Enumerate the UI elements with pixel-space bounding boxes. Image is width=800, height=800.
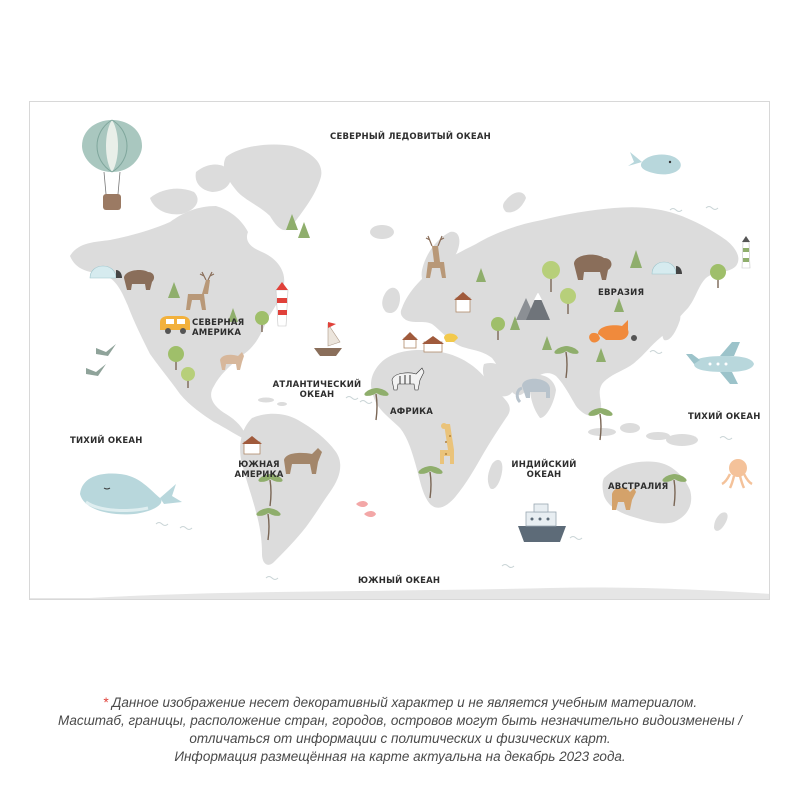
map-canvas <box>30 102 770 600</box>
australia-label: АВСТРАЛИЯ <box>608 482 669 492</box>
ship-icon <box>518 504 566 542</box>
disclaimer-line1 <box>0 694 800 712</box>
north-america-label <box>192 318 244 338</box>
octopus-icon <box>722 459 752 488</box>
world-map <box>29 101 770 600</box>
house-icon <box>402 332 418 348</box>
canada-islands <box>150 189 198 215</box>
whale-icon <box>80 474 182 515</box>
new-zealand <box>714 512 728 530</box>
disclaimer <box>0 694 800 766</box>
disclaimer-line2: Масштаб, границы, расположение стран, городов, островов могут быть незначительно видоизменены / <box>57 713 743 728</box>
iceland <box>370 225 394 239</box>
pacific-ocean-label-right: ТИХИЙ ОКЕАН <box>688 412 761 422</box>
disclaimer-line3: отличаться от информации с политических и физических карт. <box>189 731 611 746</box>
antarctica <box>30 587 770 600</box>
sailboat-icon <box>314 322 342 356</box>
south-america-label-line1: ЮЖНАЯ <box>238 460 280 470</box>
madagascar <box>488 460 503 489</box>
atlantic-ocean-label-line2: ОКЕАН <box>299 390 335 400</box>
indian-ocean-label-line2: ОКЕАН <box>526 470 562 480</box>
eurasia-label: ЕВРАЗИЯ <box>598 288 645 298</box>
indonesia-island <box>620 423 640 433</box>
disclaimer-asterisk: * <box>102 695 109 710</box>
southern-ocean-label: ЮЖНЫЙ ОКЕАН <box>358 576 441 586</box>
house-icon <box>422 336 444 352</box>
indian-ocean-label-line1: ИНДИЙСКИЙ <box>511 460 577 470</box>
arctic-ocean-label: СЕВЕРНЫЙ ЛЕДОВИТЫЙ ОКЕАН <box>330 132 491 142</box>
south-america-label-line2: АМЕРИКА <box>234 470 284 480</box>
indian-ocean-label <box>504 460 584 480</box>
south-america <box>240 414 340 565</box>
caribbean-island <box>277 402 287 406</box>
hot-air-balloon-icon <box>82 120 142 210</box>
north-america-label-line1: СЕВЕРНАЯ <box>192 318 245 328</box>
north-america-label-line2: АМЕРИКА <box>192 328 242 338</box>
south-america-label <box>234 460 284 480</box>
africa-label: АФРИКА <box>390 407 434 417</box>
novaya-zemlya <box>503 192 526 212</box>
airplane-icon <box>686 342 754 384</box>
disclaimer-line1-text: Данное изображение несет декоративный характер и не является учебным материалом. <box>108 695 698 710</box>
lighthouse-icon <box>742 236 750 268</box>
pacific-ocean-label-left: ТИХИЙ ОКЕАН <box>70 436 143 446</box>
great-britain <box>382 288 400 313</box>
whale-icon <box>628 152 681 174</box>
atlantic-ocean-label-line1: АТЛАНТИЧЕСКИЙ <box>272 380 362 390</box>
indonesia-island <box>588 428 616 436</box>
bird-icon <box>86 344 116 376</box>
greenland <box>224 144 321 230</box>
canada-islands <box>196 165 231 193</box>
disclaimer-line4: Информация размещённая на карте актуальна на декабрь 2023 года. <box>174 749 626 764</box>
new-guinea <box>666 434 698 446</box>
atlantic-ocean-label <box>272 380 362 400</box>
fish-icon <box>356 501 376 517</box>
lighthouse-icon <box>276 282 288 326</box>
